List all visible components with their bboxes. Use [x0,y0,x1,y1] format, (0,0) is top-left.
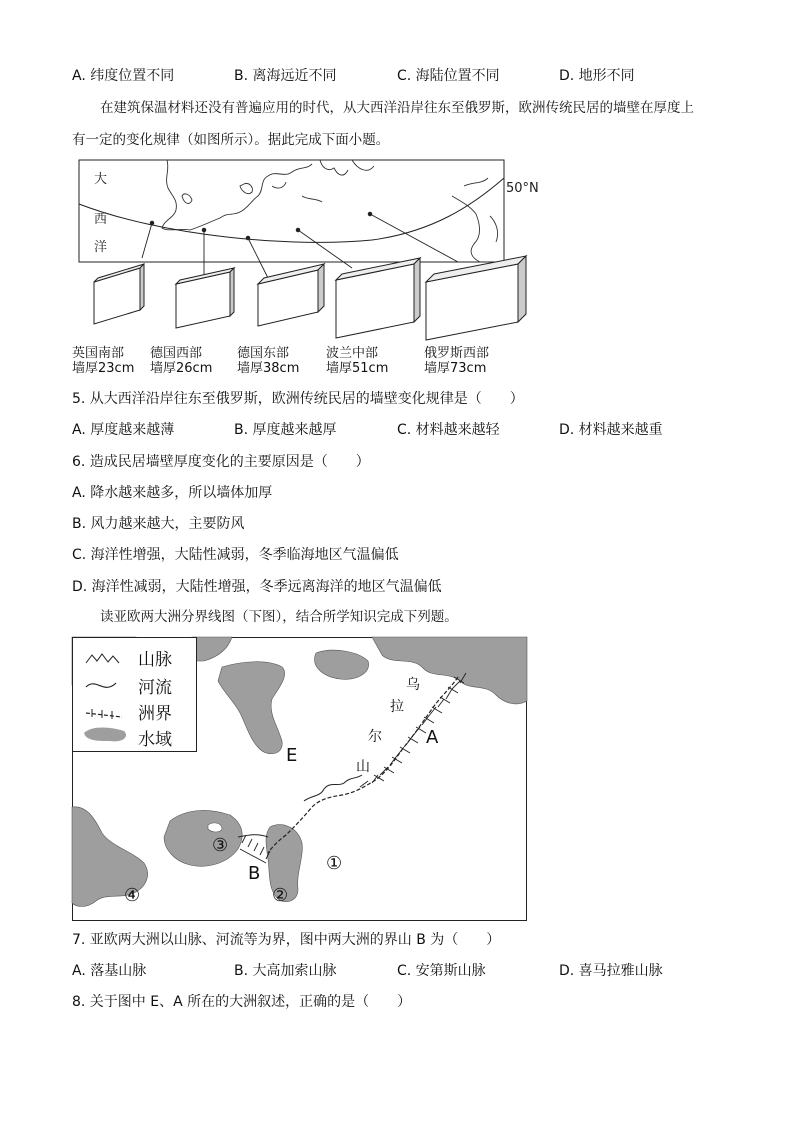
q7-options [72,961,722,981]
intro1-line1: 在建筑保温材料还没有普遍应用的时代，从大西洋沿岸往东至俄罗斯，欧洲传统民居的墙壁在厚度上 [100,100,694,116]
walls [94,256,526,340]
ocean-label-3: 洋 [94,240,108,255]
wall-poland [336,258,420,338]
wall-label-russia [424,346,489,376]
q5-option-d[interactable]: D. 材料越来越重 [559,422,663,438]
wall-thickness: 墙厚26cm [150,361,213,376]
q7-option-c[interactable]: C. 安第斯山脉 [397,963,486,979]
q5-option-b[interactable]: B. 厚度越来越厚 [234,422,337,438]
azov-island [208,823,222,832]
wall-place: 俄罗斯西部 [424,346,490,361]
wall-thickness: 墙厚51cm [326,361,389,376]
q4-options [72,66,722,86]
label-a: A [426,727,439,748]
q6-option-a[interactable]: A. 降水越来越多，所以墙体加厚 [72,485,273,501]
q4-option-b[interactable]: B. 离海远近不同 [234,68,337,84]
q7-option-a[interactable]: A. 落基山脉 [72,963,147,979]
ural-char-4: 山 [356,759,370,775]
wall-place: 波兰中部 [326,346,379,361]
wall-germany-east [258,264,324,326]
latitude-label: 50°N [506,181,539,196]
q8-stem: 8. 关于图中 E、A 所在的大洲叙述，正确的是（ ） [72,994,412,1010]
q7-option-b[interactable]: B. 大高加索山脉 [234,963,337,979]
wall-thickness: 墙厚73cm [424,361,487,376]
wall-germany-west [176,268,234,328]
marker-2: ② [272,885,289,906]
ural-char-2: 拉 [390,699,404,715]
q4-option-a[interactable]: A. 纬度位置不同 [72,68,175,84]
q6-option-c[interactable]: C. 海洋性增强，大陆性减弱，冬季临海地区气温偏低 [72,547,399,563]
eurasia-boundary-map [72,637,527,921]
ural-char-3: 尔 [368,729,382,745]
marker-3: ③ [212,835,229,856]
q5-option-a[interactable]: A. 厚度越来越薄 [72,422,175,438]
wall-place: 德国西部 [150,346,203,361]
wall-russia [426,256,526,340]
wall-place: 英国南部 [72,346,125,361]
q4-option-d[interactable]: D. 地形不同 [559,68,635,84]
marker-1: ① [326,853,343,874]
wall-label-uk [72,346,134,376]
q5-options [72,420,722,440]
marker-4: ④ [124,885,141,906]
ural-char-1: 乌 [406,677,420,693]
q7-stem: 7. 亚欧两大洲以山脉、河流等为界，图中两大洲的界山 B 为（ ） [72,932,501,948]
legend-river: 河流 [138,678,172,698]
q5-option-c[interactable]: C. 材料越来越轻 [397,422,500,438]
legend [73,638,197,752]
q5-stem: 5. 从大西洋沿岸往东至俄罗斯，欧洲传统民居的墙壁变化规律是（ ） [72,391,524,407]
q6-option-d[interactable]: D. 海洋性减弱，大陆性增强，冬季远离海洋的地区气温偏低 [72,579,442,595]
wall-place: 德国东部 [237,346,290,361]
legend-boundary: 洲界 [138,704,172,724]
wall-label-poland [326,346,388,376]
wall-uk [94,264,144,324]
q7-option-d[interactable]: D. 喜马拉雅山脉 [559,963,663,979]
wall-label-germany-west [150,346,212,376]
q4-option-c[interactable]: C. 海陆位置不同 [397,68,500,84]
legend-mountain: 山脉 [138,650,172,670]
ocean-label-1: 大 [94,172,108,187]
label-b: B [248,863,261,884]
intro2: 读亚欧两大洲分界线图（下图），结合所学知识完成下列题。 [100,609,458,625]
ocean-label-2: 西 [94,212,108,227]
q6-stem: 6. 造成民居墙壁厚度变化的主要原因是（ ） [72,454,370,470]
q6-option-b[interactable]: B. 风力越来越大，主要防风 [72,516,245,532]
wall-label-germany-east [237,346,299,376]
label-e: E [286,745,298,766]
legend-water: 水域 [138,730,172,750]
wall-thickness: 墙厚38cm [237,361,300,376]
map-frame [79,160,504,262]
wall-thickness: 墙厚23cm [72,361,135,376]
intro1-line2: 有一定的变化规律（如图所示）。据此完成下面小题。 [72,132,390,148]
